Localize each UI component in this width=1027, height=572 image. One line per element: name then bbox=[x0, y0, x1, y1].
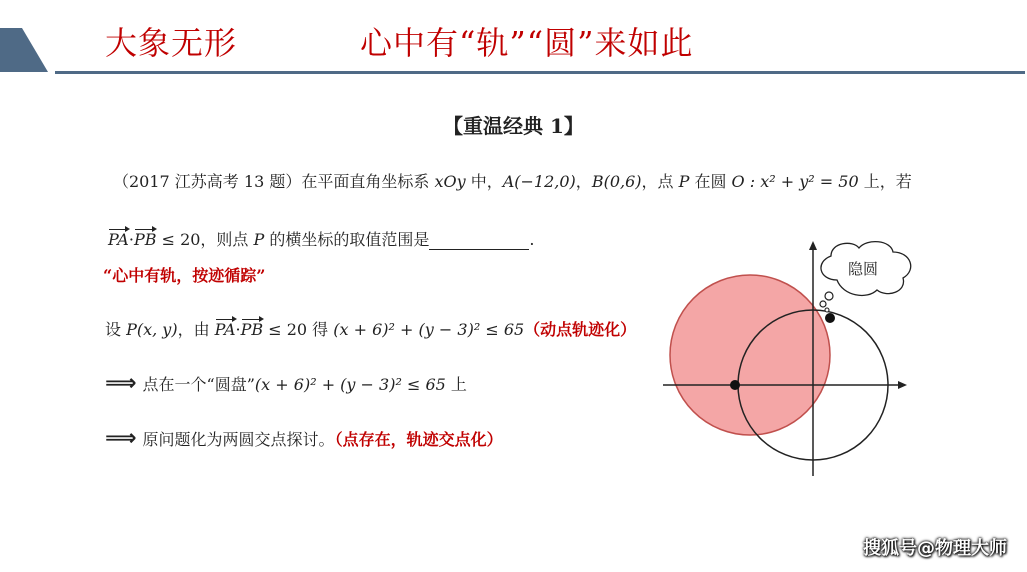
vector-pa: PA bbox=[214, 320, 236, 339]
solution-text: ≤ 20 得 bbox=[263, 320, 334, 339]
point-p-coords: P(x, y) bbox=[126, 320, 178, 339]
condition-text: ≤ 20，则点 bbox=[156, 230, 254, 249]
vector-pb: PB bbox=[240, 320, 264, 339]
separator: ， bbox=[575, 172, 592, 191]
problem-line-2 bbox=[108, 230, 534, 250]
vector-pa: PA bbox=[108, 230, 129, 249]
header-title-right: 心中有“轨”“圆”来如此 bbox=[360, 24, 694, 62]
period: . bbox=[529, 230, 535, 249]
solution-text: ，由 bbox=[177, 320, 215, 339]
dot-operator: · bbox=[128, 230, 134, 249]
corner-tab-shape bbox=[0, 28, 52, 76]
motto: “心中有轨，按迹循踪” bbox=[103, 266, 266, 285]
solution-text: 设 bbox=[105, 320, 127, 339]
problem-text: 中， bbox=[465, 172, 503, 191]
note-moving-point: （动点轨迹化） bbox=[524, 320, 637, 339]
point-p: P bbox=[678, 172, 690, 191]
solution-text: 上 bbox=[445, 375, 467, 394]
hidden-circle-label: 隐圆 bbox=[847, 260, 879, 278]
solution-line-1 bbox=[105, 320, 636, 340]
point-a: A(−12,0) bbox=[502, 172, 576, 191]
y-axis-arrow-icon bbox=[809, 241, 817, 250]
intersection-point-upper bbox=[825, 313, 835, 323]
section-title: 【重温经典 1】 bbox=[443, 114, 584, 138]
question-text: 的横坐标的取值范围是 bbox=[264, 230, 430, 249]
answer-blank bbox=[429, 233, 529, 250]
solution-text: 原问题化为两圆交点探讨。 bbox=[142, 430, 335, 449]
dot-operator: · bbox=[235, 320, 241, 339]
note-intersection: （点存在，轨迹交点化） bbox=[334, 430, 503, 449]
problem-line-1 bbox=[113, 172, 912, 192]
problem-text: 上，若 bbox=[858, 172, 912, 191]
implies-icon: ⟹ bbox=[105, 426, 137, 451]
point-p: P bbox=[253, 230, 265, 249]
intersection-point-left bbox=[730, 380, 740, 390]
circle-equation: O : x² + y² = 50 bbox=[731, 172, 859, 191]
header-rule bbox=[55, 71, 1025, 74]
plane-label: xOy bbox=[434, 172, 466, 191]
implies-icon: ⟹ bbox=[105, 371, 137, 396]
disc-inequality: (x + 6)² + (y − 3)² ≤ 65 bbox=[333, 320, 525, 339]
vector-pb: PB bbox=[133, 230, 157, 249]
solution-text: 点在一个“圆盘” bbox=[142, 375, 255, 394]
solution-line-3 bbox=[105, 426, 503, 451]
solution-line-2 bbox=[105, 371, 467, 396]
disc-inequality: (x + 6)² + (y − 3)² ≤ 65 bbox=[254, 375, 446, 394]
disc-region bbox=[670, 275, 830, 435]
watermark: 搜狐号@物理大师 bbox=[863, 538, 1007, 559]
problem-text: 在圆 bbox=[689, 172, 732, 191]
header-title-left: 大象无形 bbox=[105, 24, 238, 62]
circle-diagram bbox=[655, 240, 915, 480]
x-axis-arrow-icon bbox=[898, 381, 907, 389]
point-b: B(0,6) bbox=[591, 172, 642, 191]
problem-intro: （2017 江苏高考 13 题）在平面直角坐标系 bbox=[113, 172, 435, 191]
separator: ，点 bbox=[641, 172, 679, 191]
